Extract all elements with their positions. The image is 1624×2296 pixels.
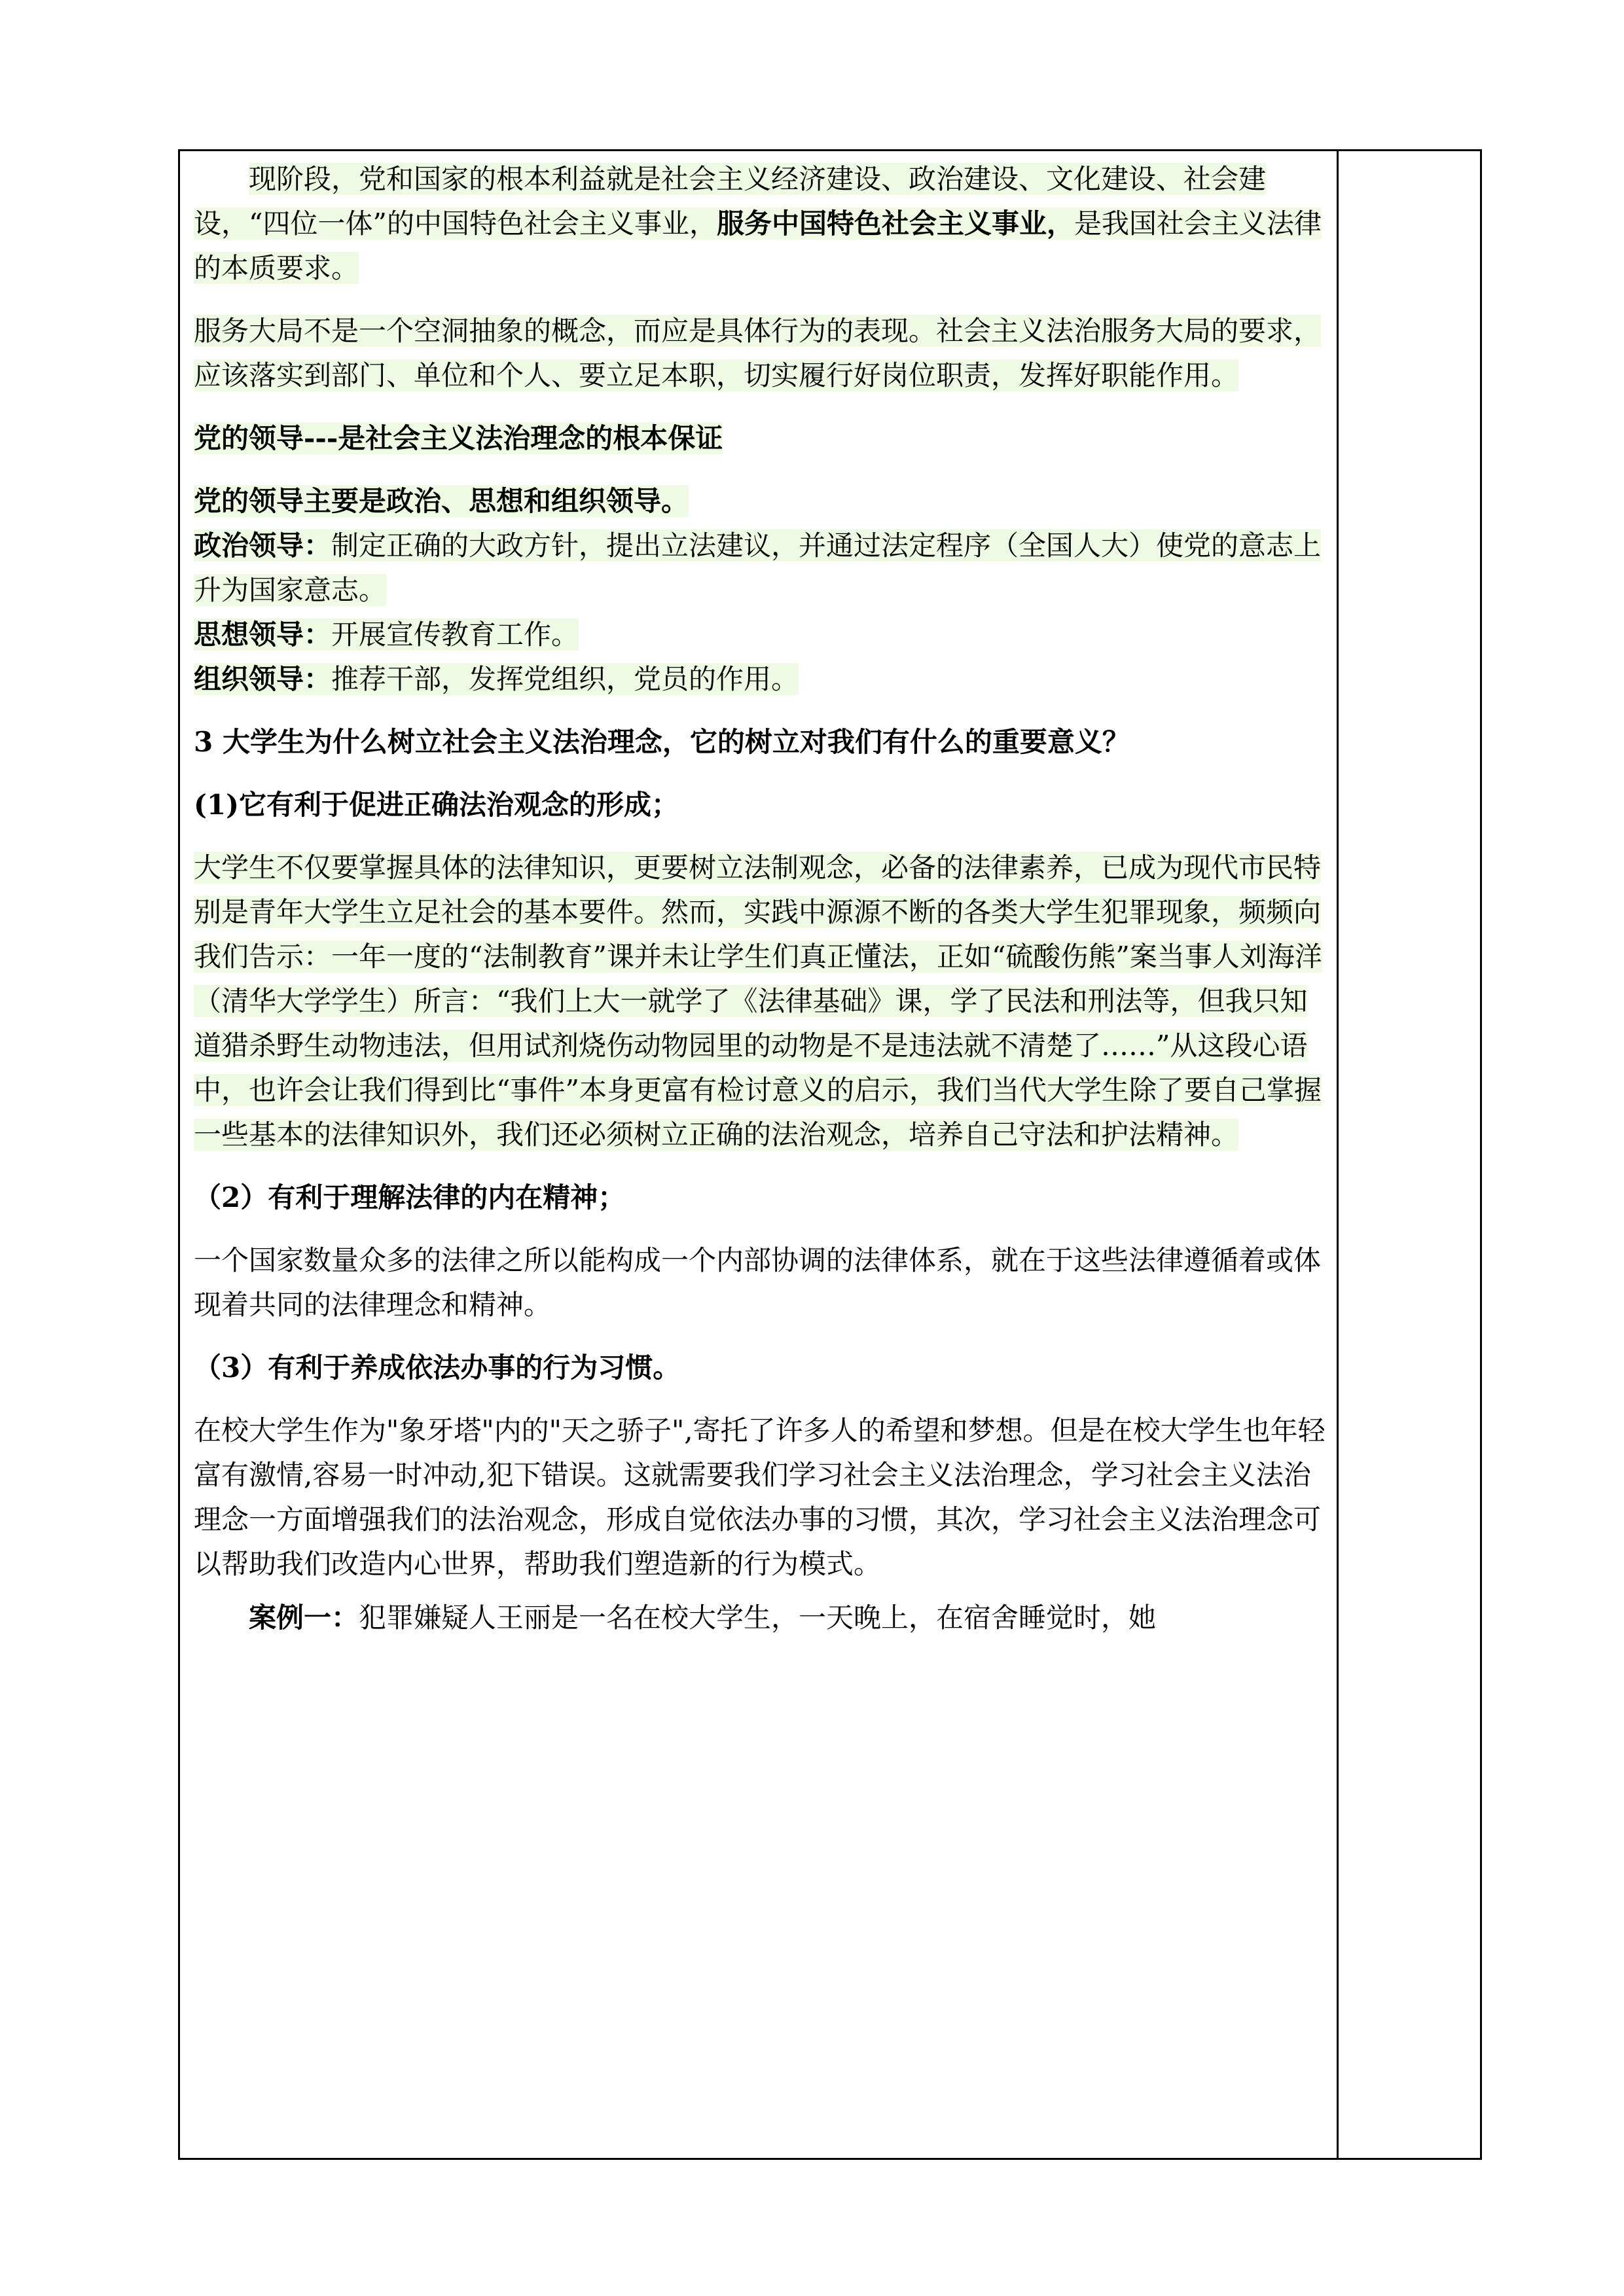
point-3-text: 在校大学生作为"象牙塔"内的"天之骄子",寄托了许多人的希望和梦想。但是在校大学生也年轻富有激情,容易一时冲动,犯下错误。这就需要我们学习社会主义法治理念，学习社会主义法治理念一方面增强我们的法治观念，形成自觉依法办事的习惯，其次，学习社会主义法治理念可以帮助我们改造内心世界，帮助我们塑造新的行为模式。: [194, 1414, 1326, 1580]
point-3-title: （3）有利于养成依法办事的行为习惯。: [194, 1352, 681, 1384]
political-leadership: 政治领导：制定正确的大政方针，提出立法建议，并通过法定程序（全国人大）使党的意志上升为国家意志。: [194, 529, 1322, 606]
document-body: [194, 157, 1329, 1640]
question-3: 3 大学生为什么树立社会主义法治理念，它的树立对我们有什么的重要意义？: [194, 726, 1130, 758]
party-leadership-main: 党的领导主要是政治、思想和组织领导。: [194, 485, 689, 517]
point-2-title: （2）有利于理解法律的内在精神；: [194, 1181, 626, 1213]
heading-party-leadership: 党的领导---是社会主义法治理念的根本保证: [194, 422, 723, 454]
table-column-divider: [1337, 149, 1339, 2160]
point-1-text: 大学生不仅要掌握具体的法律知识，更要树立法制观念，必备的法律素养，已成为现代市民特别是青年大学生立足社会的基本要件。然而，实践中源源不断的各类大学生犯罪现象，频频向我们告示：一年一度的“法制教育”课并未让学生们真正懂法，正如“硫酸伤熊”案当事人刘海洋（清华大学学生）所言：“我们上大一就学了《法律基础》课，学了民法和刑法等，但我只知道猎杀野生动物违法，但用试剂烧伤动物园里的动物是不是违法就不清楚了……”从这段心语中，也许会让我们得到比“事件”本身更富有检讨意义的启示，我们当代大学生除了要自己掌握一些基本的法律知识外，我们还必须树立正确的法治观念，培养自己守法和护法精神。: [194, 852, 1322, 1151]
case-1: 案例一：犯罪嫌疑人王丽是一名在校大学生，一天晚上，在宿舍睡觉时，她: [249, 1602, 1157, 1634]
paragraph-serve-overall: 服务大局不是一个空洞抽象的概念，而应是具体行为的表现。社会主义法治服务大局的要求，应该落实到部门、单位和个人、要立足本职，切实履行好岗位职责，发挥好职能作用。: [194, 315, 1322, 391]
organizational-leadership: 组织领导：推荐干部，发挥党组织，党员的作用。: [194, 663, 799, 695]
point-1-title: (1)它有利于促进正确法治观念的形成；: [194, 789, 679, 821]
ideological-leadership: 思想领导：开展宣传教育工作。: [194, 619, 579, 651]
point-2-text: 一个国家数量众多的法律之所以能构成一个内部协调的法律体系，就在于这些法律遵循着或体现着共同的法律理念和精神。: [194, 1244, 1322, 1321]
paragraph-fundamental-interests: 现阶段，党和国家的根本利益就是社会主义经济建设、政治建设、文化建设、社会建设，“四位一体”的中国特色社会主义事业，服务中国特色社会主义事业，是我国社会主义法律的本质要求。: [194, 163, 1322, 284]
